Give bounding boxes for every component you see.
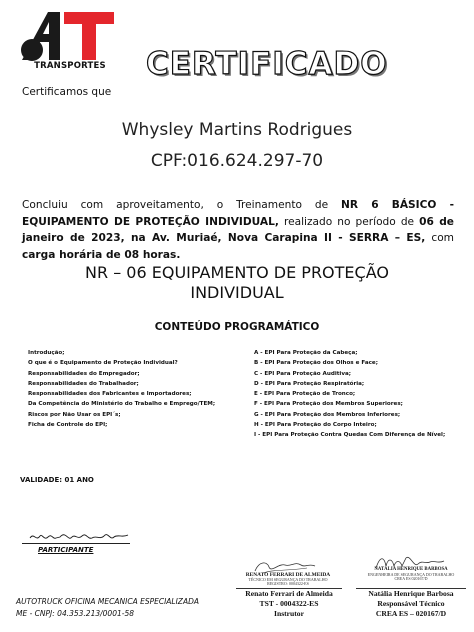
course-hours: carga horária de 08 horas. [22,248,181,261]
nr-title [0,263,474,303]
body-text-2: realizado no período de [278,215,420,228]
body-text-1: Concluiu com aproveitamento, o Treinamento de [22,199,341,211]
list-item: Introdução; [28,350,65,356]
nr-title-line-1: NR – 06 EQUIPAMENTO DE PROTEÇÃO [85,263,389,282]
participant-label: PARTICIPANTE [38,546,94,554]
nr-title-line-2: INDIVIDUAL [190,283,284,302]
certificate-body [22,197,454,263]
logo-circle [21,39,43,61]
list-item: E - EPI Para Proteção de Tronco; [254,391,356,398]
instructor-name: Renato Ferrari de Almeida [245,589,333,598]
validity: VALIDADE: 01 ANO [20,476,94,484]
company-name: AUTOTRUCK OFICINA MECANICA ESPECIALIZADA [16,597,199,606]
stamp-line: TÉCNICO EM SEGURANÇA DO TRABALHO [248,576,328,582]
instructor-info [236,588,342,619]
list-item: Responsabilidades dos Fabricantes e Importadores; [28,391,192,398]
stamp-name: RENATO FERRARI DE ALMEIDA [245,572,331,578]
responsible-registration: CREA ES – 020167/D [375,609,447,618]
certificate-title: CERTIFICADO [146,46,388,82]
list-item: G - EPI Para Proteção dos Membros Inferiores; [254,411,401,418]
list-item: Responsabilidades do Empregador; [28,370,140,377]
stamp-line: ENGENHEIRA DE SEGURANÇA DO TRABALHO [367,571,455,577]
program-list-right [254,348,464,441]
stamp-line: CREA ES 020167/D [394,576,428,582]
logo-letter-t [64,12,114,60]
company-info [16,596,199,620]
responsible-role: Responsável Técnico [377,599,445,608]
recipient-cpf: CPF:016.624.297-70 [150,151,324,171]
date-place: 06 de janeiro de 2023, na Av. Muriaé, Nova Carapina II - SERRA – ES, [22,215,454,244]
list-item: Responsabilidades do Trabalhador; [28,380,139,387]
logo-tagline: TRANSPORTES [34,61,106,71]
responsible-name: Natália Henrique Barbosa [368,589,454,598]
stamp-line: REGISTRO: 0004322-ES [267,581,309,587]
list-item: I - EPI Para Proteção Contra Quedas Com Diferença de Nível; [254,432,446,439]
list-item: C - EPI Para Proteção Auditiva; [254,370,352,377]
list-item: D - EPI Para Proteção Respiratória; [254,380,365,387]
intro-text: Certificamos que [22,86,112,98]
company-cnpj: ME - CNPJ: 04.353.213/0001-58 [16,609,134,618]
responsible-info [356,588,466,619]
program-title: CONTEÚDO PROGRAMÁTICO [154,321,320,333]
instructor-registration: TST - 0004322-ES [259,599,319,608]
list-item: F - EPI Para Proteção dos Membros Superiores; [254,401,403,408]
instructor-stamp [238,573,338,587]
program-list-left [28,348,238,430]
participant-signature-line [22,543,130,544]
list-item: H - EPI Para Proteção do Corpo Inteiro; [254,422,377,429]
course-name: NR 6 BÁSICO - EQUIPAMENTO DE PROTEÇÃO INDIVIDUAL, [22,199,454,228]
list-item: Da Competência do Ministério do Trabalho e Emprego/TEM; [28,401,216,408]
instructor-role: Instrutor [274,609,304,618]
responsible-stamp [358,568,464,582]
body-text-3: com [425,232,454,244]
list-item: A - EPI Para Proteção da Cabeça; [254,350,358,356]
stamp-name: NATÁLIA HENRIQUE BARBOSA [374,567,448,572]
list-item: Ficha de Controle do EPI; [28,422,108,429]
list-item: Riscos por Não Usar os EPI´s; [28,411,121,418]
list-item: O que é o Equipamento de Proteção Individual? [28,360,178,367]
recipient-name: Whysley Martins Rodrigues [121,120,353,140]
list-item: B - EPI Para Proteção dos Olhos e Face; [254,360,378,367]
